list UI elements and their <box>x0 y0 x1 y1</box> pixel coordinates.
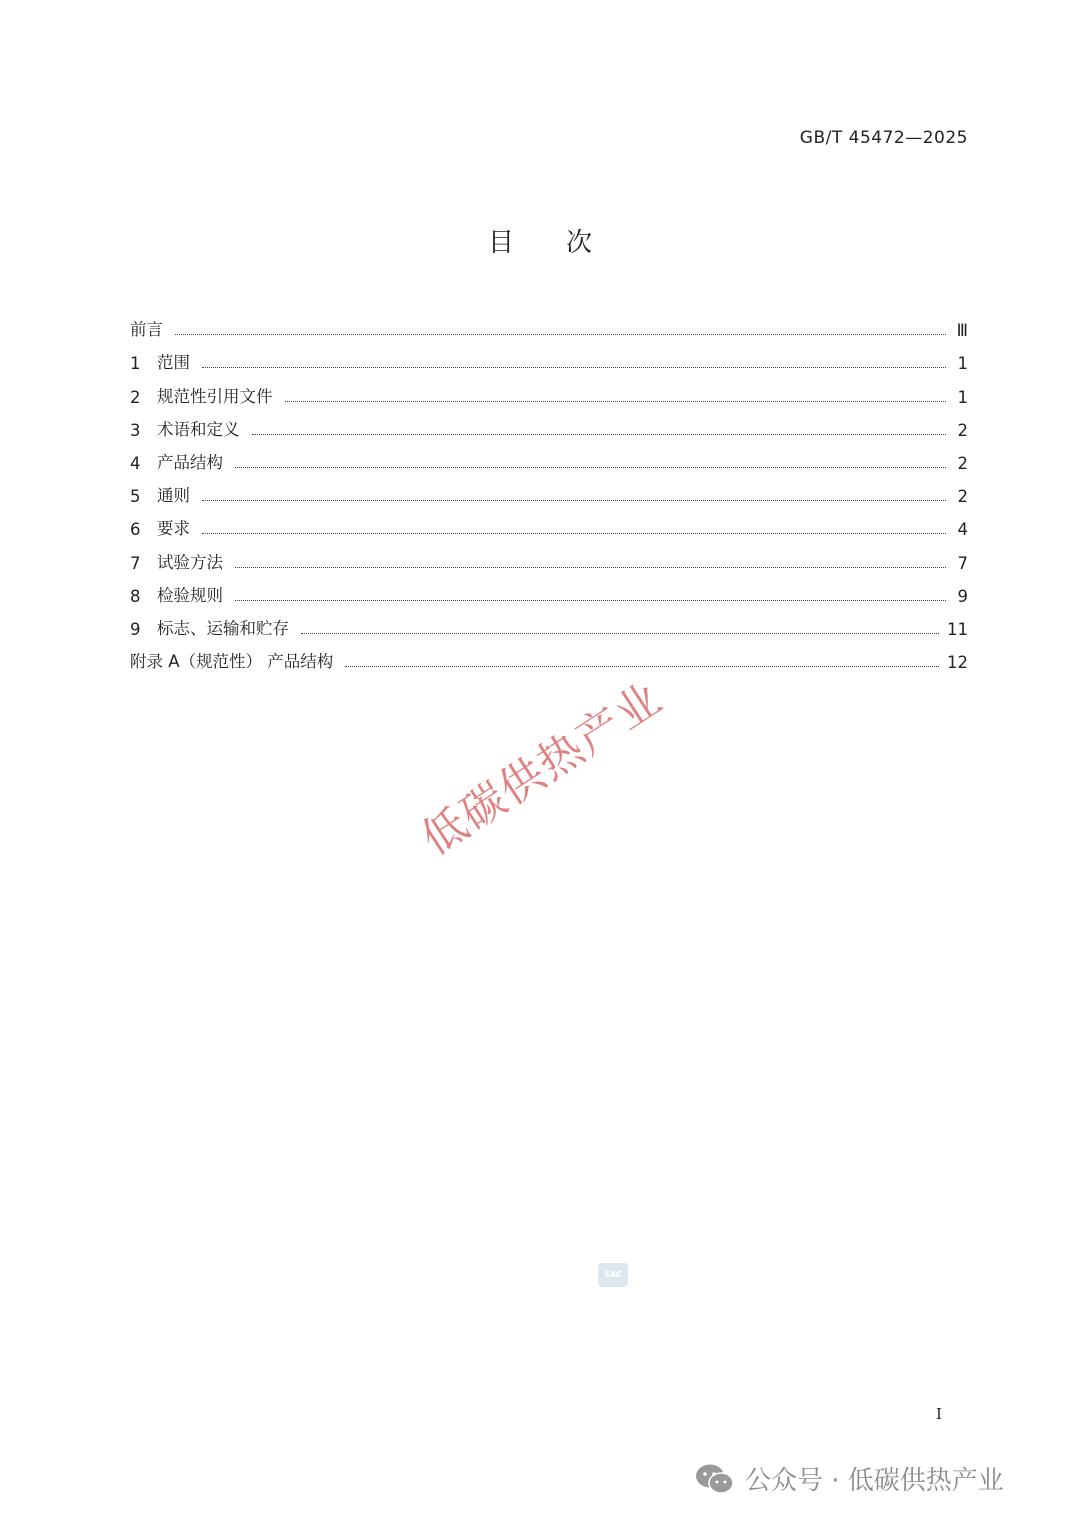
footer-text: 公众号 · 低碳供热产业 <box>745 1466 1004 1496</box>
toc-entry-number: 3 <box>130 420 141 440</box>
toc-entry-appendix <box>130 639 968 672</box>
toc-entry-label: 附录 A（规范性） 产品结构 <box>130 652 334 672</box>
toc-leader-dots <box>345 666 939 667</box>
toc-entry <box>130 407 968 440</box>
toc-entry-page: 11 <box>947 619 968 639</box>
toc-entry-number: 8 <box>130 586 141 606</box>
toc-entry <box>130 606 968 639</box>
toc-entry-number: 4 <box>130 453 141 473</box>
toc-leader-dots <box>202 367 946 368</box>
toc-entry <box>130 340 968 373</box>
toc-entry-number: 5 <box>130 487 141 507</box>
toc-entry-label: 要求 <box>157 519 190 539</box>
toc-leader-dots <box>175 334 946 335</box>
toc-leader-dots <box>202 500 946 501</box>
toc-entry <box>130 473 968 506</box>
toc-entry <box>130 573 968 606</box>
sac-logo-icon: SAC <box>598 1263 628 1287</box>
toc-leader-dots <box>252 434 947 435</box>
toc-entry-page: 2 <box>957 487 968 507</box>
toc-entry-label: 范围 <box>157 353 190 373</box>
toc-entry-label: 试验方法 <box>157 552 223 572</box>
toc-leader-dots <box>301 633 939 634</box>
toc-entry-label: 检验规则 <box>157 585 223 605</box>
toc-leader-dots <box>285 401 947 402</box>
toc-entry-label: 规范性引用文件 <box>157 386 273 406</box>
toc-entry-page: 12 <box>947 653 968 673</box>
toc-entry-page: 2 <box>957 453 968 473</box>
toc-leader-dots <box>235 600 946 601</box>
toc-leader-dots <box>235 467 946 468</box>
toc-entry-label: 产品结构 <box>157 452 223 472</box>
toc-entry-page: 4 <box>957 520 968 540</box>
toc-entry-page: 1 <box>957 387 968 407</box>
toc-entry-page: 2 <box>957 420 968 440</box>
toc-entry-label: 术语和定义 <box>157 419 240 439</box>
toc-entry-number: 1 <box>130 354 141 374</box>
toc-entry-number: 7 <box>130 553 141 573</box>
toc-entry <box>130 373 968 406</box>
standard-code: GB/T 45472—2025 <box>799 128 968 148</box>
toc-entry-label: 通则 <box>157 486 190 506</box>
toc-entry-page: 9 <box>957 586 968 606</box>
toc-leader-dots <box>202 533 946 534</box>
wechat-footer <box>695 1460 1004 1497</box>
toc-entry <box>130 539 968 572</box>
toc-title: 目次 <box>487 228 644 258</box>
wechat-icon <box>695 1463 735 1495</box>
watermark: 低碳供热产业 <box>412 672 673 866</box>
toc-entry-page: 1 <box>957 354 968 374</box>
toc-entry-number: 2 <box>130 387 141 407</box>
table-of-contents <box>130 307 968 672</box>
toc-entry <box>130 307 968 340</box>
toc-entry <box>130 506 968 539</box>
page-number: I <box>936 1405 942 1423</box>
toc-entry-label: 前言 <box>130 320 163 340</box>
toc-entry-page: Ⅲ <box>956 321 968 341</box>
toc-leader-dots <box>235 567 946 568</box>
toc-entry-page: 7 <box>957 553 968 573</box>
toc-entry-number: 6 <box>130 520 141 540</box>
toc-entry <box>130 440 968 473</box>
toc-entry-number: 9 <box>130 619 141 639</box>
toc-entry-label: 标志、运输和贮存 <box>157 618 289 638</box>
